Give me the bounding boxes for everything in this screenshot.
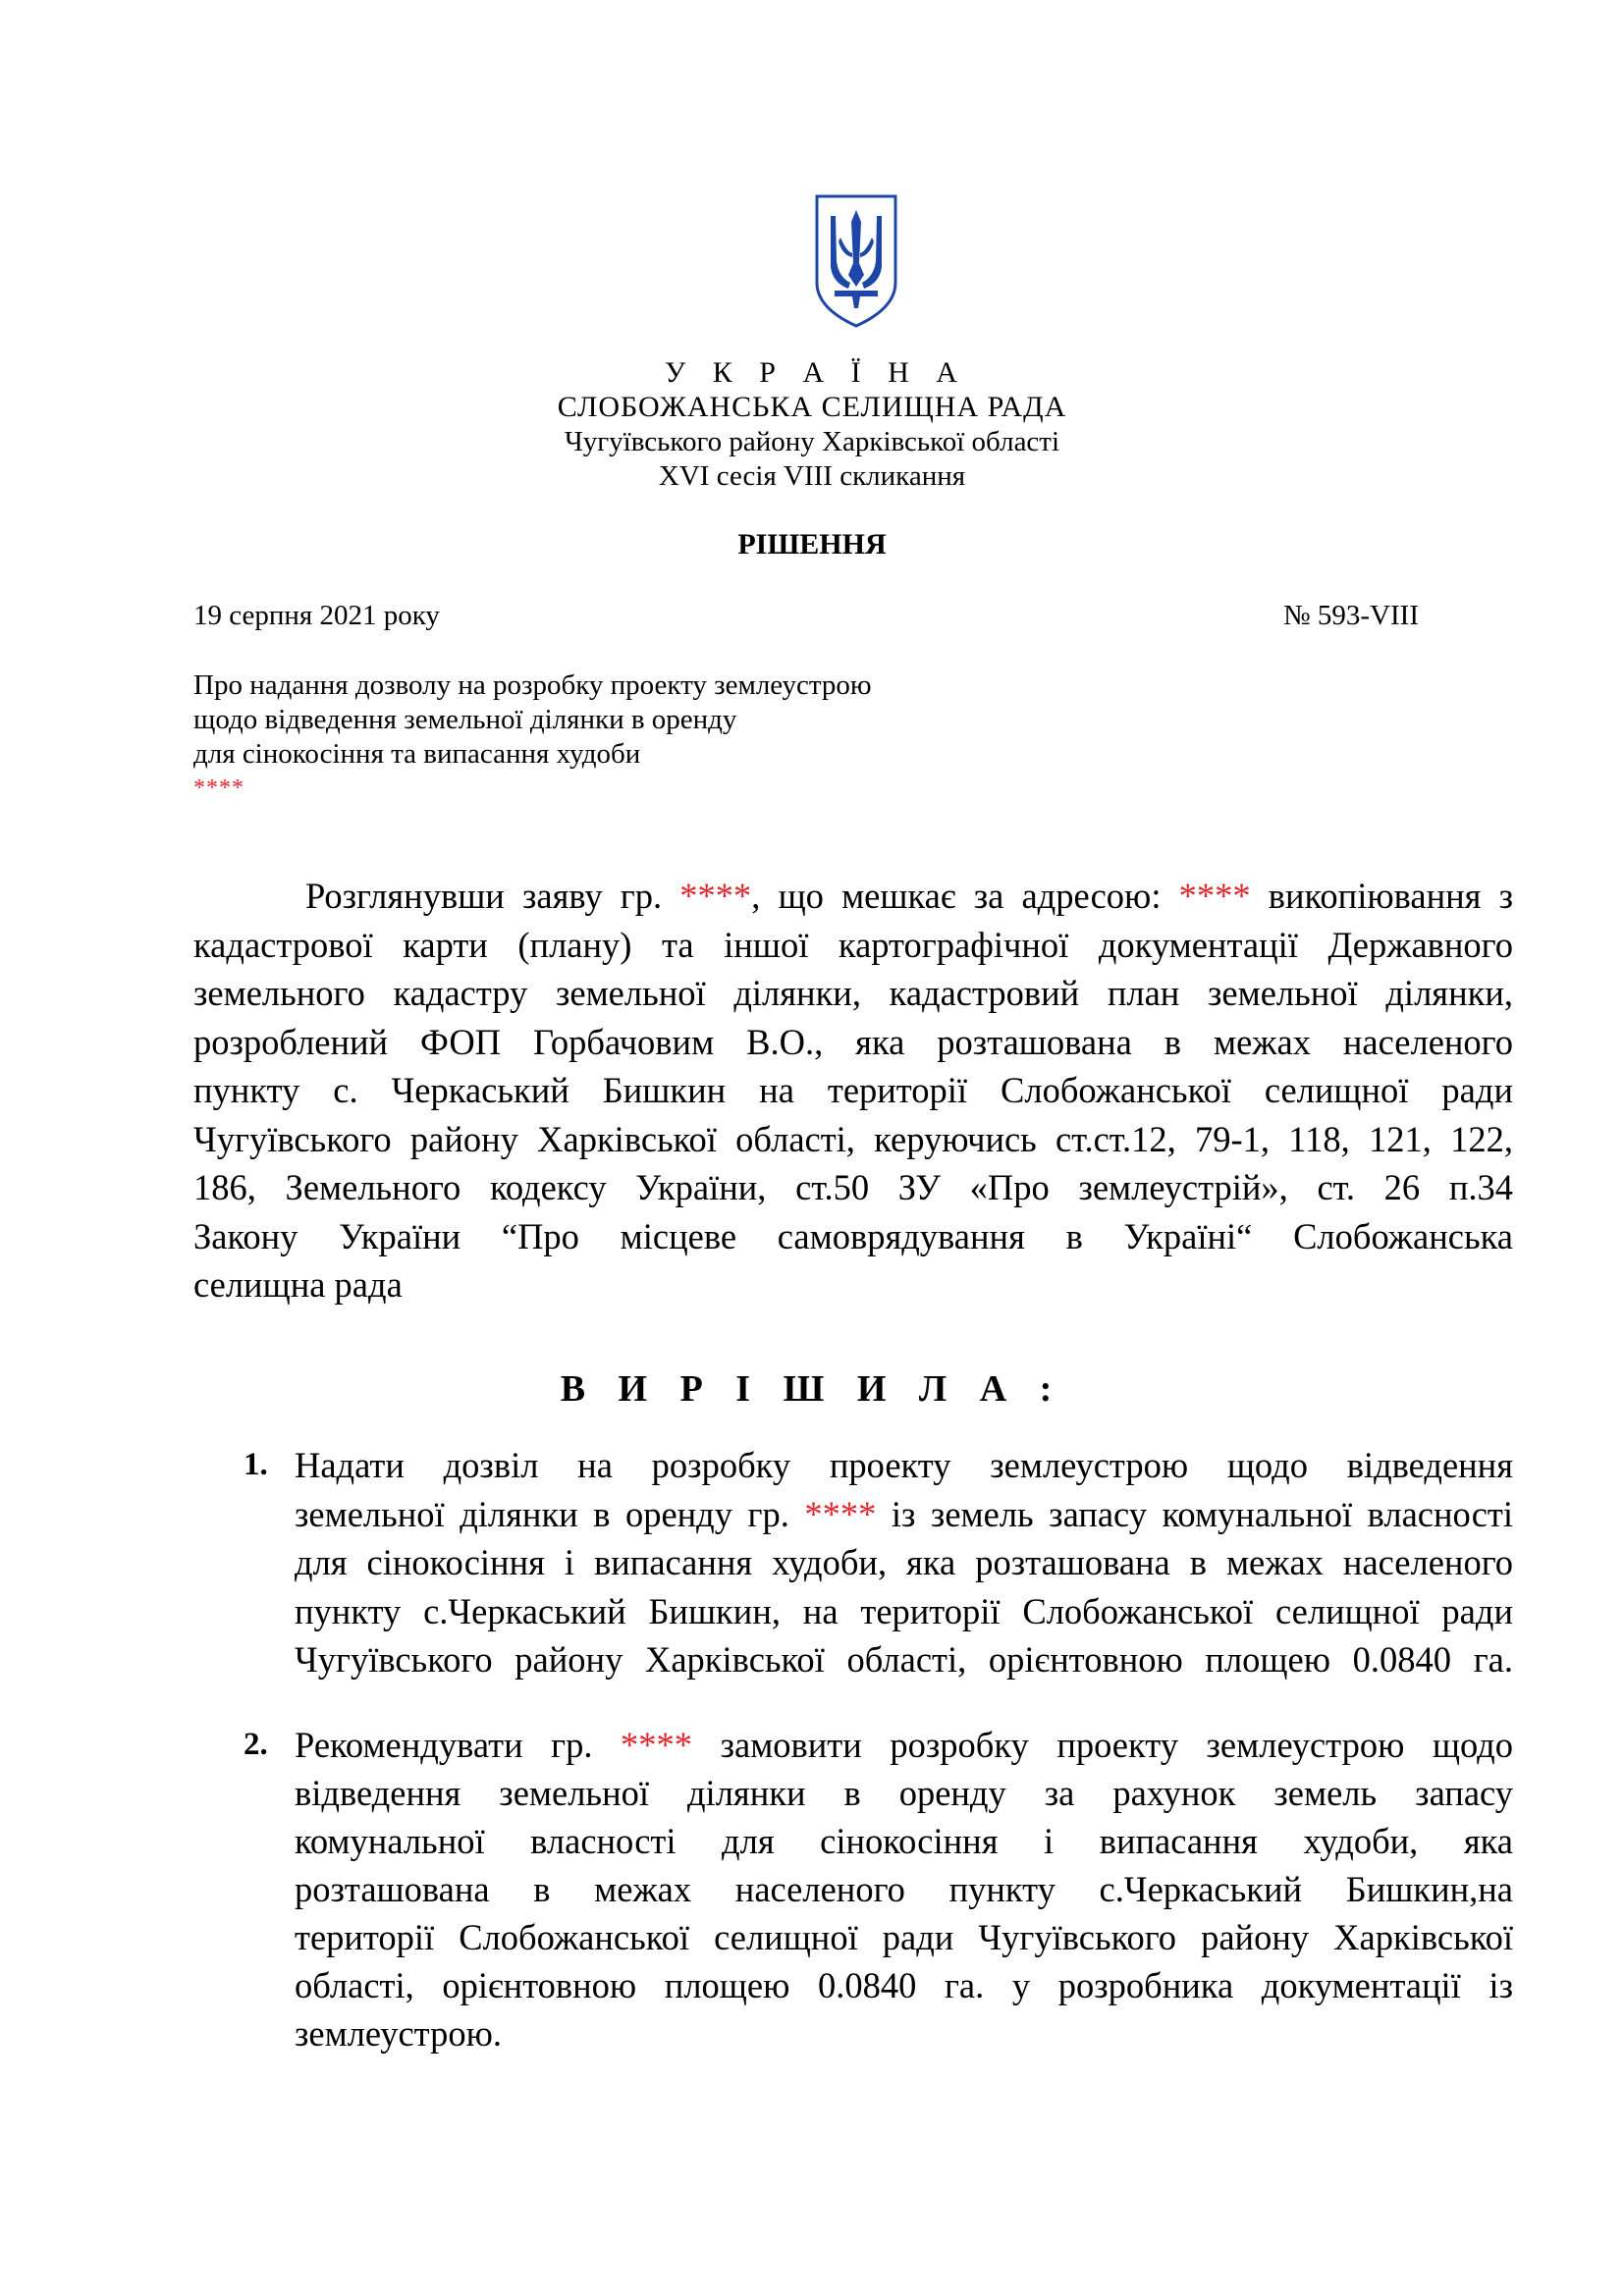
item-line: для сінокосіння і випасання худоби, яка розташована в межах населеного: [295, 1542, 1513, 1582]
item-line: області, орієнтовною площею 0.0840 га. у розробника документації із: [295, 1965, 1513, 2005]
redacted-address: ****: [1178, 876, 1251, 916]
decision-item-1: [295, 1441, 1513, 1684]
subject-line: щодо відведення земельної ділянки в оренду: [193, 704, 737, 735]
redacted-name: ****: [193, 775, 244, 801]
item-line: землеустрою.: [295, 2013, 502, 2054]
paragraph-line: Розглянувши заяву гр. ****, що мешкає за адресою: **** викопіювання з: [305, 876, 1514, 916]
paragraph-line: Закону України “Про місцеве самоврядування в Україні“ Слобожанська: [193, 1215, 1513, 1256]
subject-line: Про надання дозволу на розробку проекту землеустрою: [193, 669, 872, 701]
council-name: СЛОБОЖАНСЬКА СЕЛИЩНА РАДА: [557, 391, 1067, 423]
country-name: У К Р А Ї Н А: [665, 356, 967, 389]
decision-date: 19 серпня 2021 року: [193, 600, 440, 631]
redacted-name: ****: [804, 1493, 877, 1534]
paragraph-line: кадастрової карти (плану) та іншої картографічної документації Державного: [193, 924, 1513, 965]
paragraph-line: розроблений ФОП Горбачовим В.О., яка розташована в межах населеного: [193, 1021, 1513, 1062]
item-line: Надати дозвіл на розробку проекту землеустрою щодо відведення: [295, 1445, 1513, 1485]
session-name: XVI сесія VIII скликання: [658, 460, 966, 492]
coat-of-arms-icon: [813, 192, 899, 330]
item-number: 2.: [244, 1727, 268, 1762]
decision-subject: [193, 668, 872, 806]
item-line: відведення земельної ділянки в оренду за рахунок земель запасу: [295, 1773, 1513, 1813]
document-title: РІШЕННЯ: [737, 528, 887, 561]
subject-line: для сінокосіння та випасання худоби: [193, 738, 641, 770]
paragraph-line: селищна рада: [193, 1264, 403, 1305]
item-line: комунальної власності для сінокосіння і випасання худоби, яка: [295, 1821, 1513, 1861]
paragraph-line: 186, Земельного кодексу України, ст.50 ЗУ «Про землеустрій», ст. 26 п.34: [193, 1167, 1513, 1207]
paragraph-line: Чугуївського району Харківської області, керуючись ст.ст.12, 79-1, 118, 121, 122,: [193, 1118, 1513, 1159]
redacted-name: ****: [679, 876, 752, 916]
item-number: 1.: [244, 1447, 268, 1482]
item-line: Чугуївського району Харківської області, орієнтовною площею 0.0840 га.: [295, 1639, 1513, 1680]
district-name: Чугуївського району Харківської області: [564, 426, 1060, 457]
item-line: пункту с.Черкаський Бишкин, на території Слобожанської селищної ради: [295, 1590, 1513, 1631]
intro-paragraph: [193, 872, 1513, 1309]
item-line: Рекомендувати гр. **** замовити розробку проекту землеустрою щодо: [295, 1725, 1514, 1765]
decision-item-2: [295, 1721, 1513, 2057]
item-line: території Слобожанської селищної ради Чугуївського району Харківської: [295, 1917, 1513, 1957]
item-line: розташована в межах населеного пункту с.Черкаський Бишкин,на: [295, 1869, 1513, 1909]
paragraph-line: земельного кадастру земельної ділянки, кадастровий план земельної ділянки,: [193, 973, 1513, 1013]
resolved-heading: В И Р І Ш И Л А :: [560, 1368, 1064, 1410]
paragraph-line: пункту с. Черкаський Бишкин на території Слобожанської селищної ради: [193, 1070, 1513, 1110]
item-line: земельної ділянки в оренду гр. **** із земель запасу комунальної власності: [295, 1493, 1513, 1534]
decision-number: № 593-VIII: [1283, 600, 1419, 631]
redacted-name: ****: [621, 1725, 693, 1765]
